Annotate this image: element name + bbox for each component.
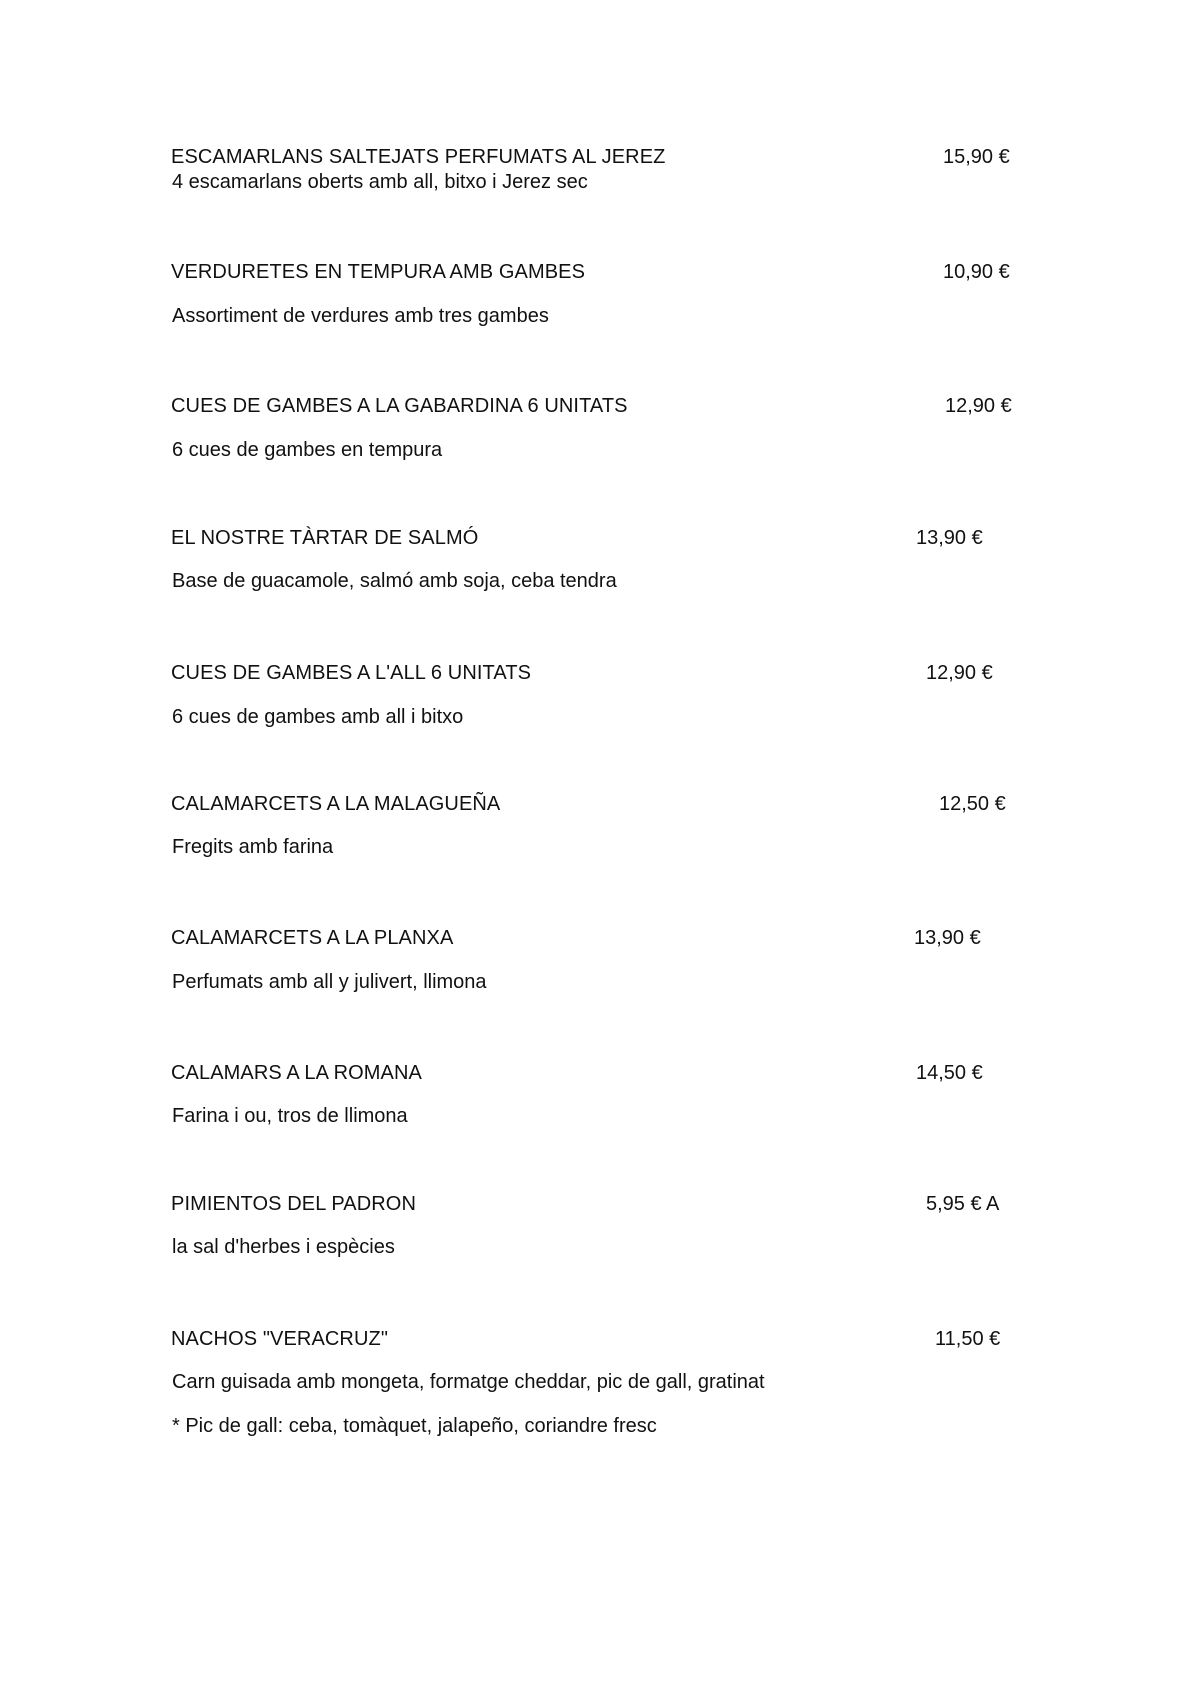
menu-item-description: Farina i ou, tros de llimona bbox=[172, 1105, 408, 1127]
menu-item-description: 6 cues de gambes en tempura bbox=[172, 439, 443, 461]
menu-item-price: 12,90 € bbox=[945, 395, 1012, 417]
menu-item-description: la sal d'herbes i espècies bbox=[172, 1236, 395, 1258]
menu-item-name: ESCAMARLANS SALTEJATS PERFUMATS AL JEREZ bbox=[171, 146, 666, 168]
menu-item-name: PIMIENTOS DEL PADRON bbox=[171, 1193, 417, 1215]
menu-item-name: CUES DE GAMBES A LA GABARDINA 6 UNITATS bbox=[171, 395, 628, 417]
menu-item-description: Carn guisada amb mongeta, formatge cheddar, pic de gall, gratinat bbox=[172, 1371, 765, 1393]
menu-item-name: CALAMARCETS A LA PLANXA bbox=[171, 927, 454, 949]
menu-item-description: Fregits amb farina bbox=[172, 836, 334, 858]
menu-item-description: Base de guacamole, salmó amb soja, ceba tendra bbox=[172, 570, 617, 592]
menu-item-name: VERDURETES EN TEMPURA AMB GAMBES bbox=[171, 261, 586, 283]
menu-item-price: 14,50 € bbox=[916, 1062, 983, 1084]
menu-item-name: CALAMARCETS A LA MALAGUEÑA bbox=[171, 793, 501, 815]
menu-item-price: 15,90 € bbox=[943, 146, 1010, 168]
menu-item-price: 13,90 € bbox=[914, 927, 981, 949]
menu-item-name: EL NOSTRE TÀRTAR DE SALMÓ bbox=[171, 527, 479, 549]
menu-item-price: 11,50 € bbox=[935, 1328, 1001, 1350]
menu-item-footnote: * Pic de gall: ceba, tomàquet, jalapeño, coriandre fresc bbox=[172, 1415, 657, 1437]
menu-item-price: 12,90 € bbox=[926, 662, 993, 684]
menu-item-price: 13,90 € bbox=[916, 527, 983, 549]
menu-item-name: CUES DE GAMBES A L'ALL 6 UNITATS bbox=[171, 662, 532, 684]
menu-item-name: NACHOS "VERACRUZ" bbox=[171, 1328, 389, 1350]
menu-item-price: 10,90 € bbox=[943, 261, 1010, 283]
menu-item-name: CALAMARS A LA ROMANA bbox=[171, 1062, 422, 1084]
menu-item-price: 5,95 € A bbox=[926, 1193, 1000, 1215]
menu-item-price: 12,50 € bbox=[939, 793, 1006, 815]
menu-item-description: Perfumats amb all y julivert, llimona bbox=[172, 971, 487, 993]
menu-item-description: 4 escamarlans oberts amb all, bitxo i Jerez sec bbox=[172, 171, 588, 193]
menu-item-description: 6 cues de gambes amb all i bitxo bbox=[172, 706, 464, 728]
menu-item-description: Assortiment de verdures amb tres gambes bbox=[172, 305, 549, 327]
